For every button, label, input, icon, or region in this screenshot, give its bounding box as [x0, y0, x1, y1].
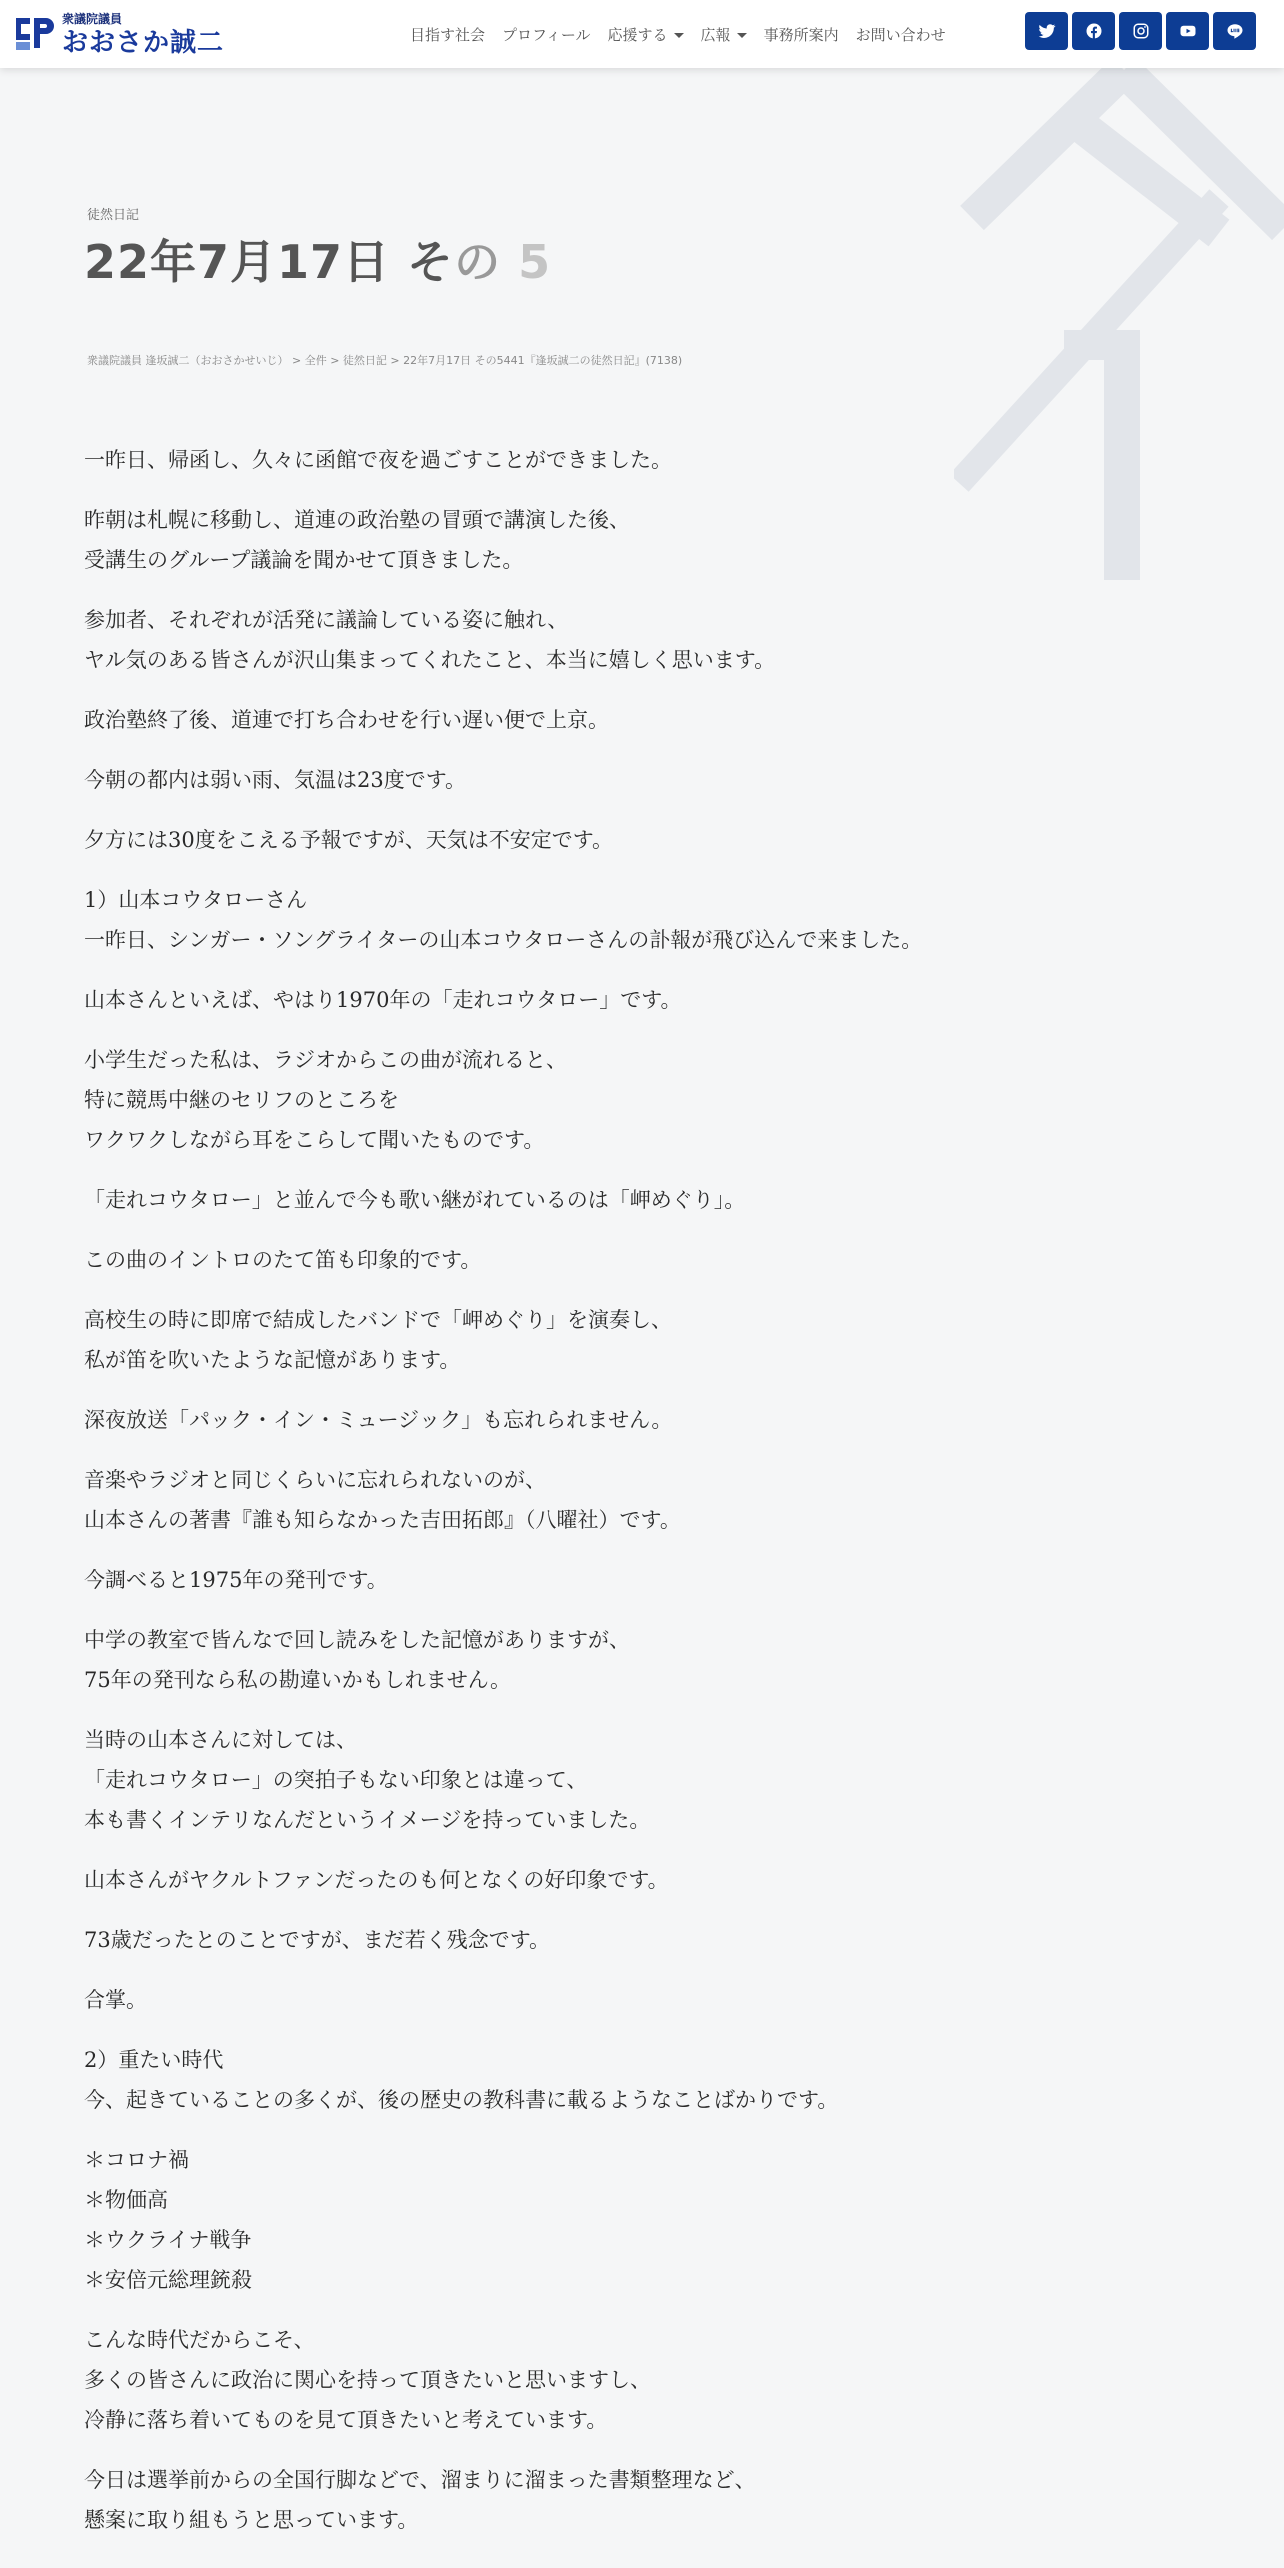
- article-body: [84, 440, 1084, 2560]
- nav-label: 目指す社会: [410, 25, 486, 44]
- site-logo[interactable]: [12, 4, 224, 64]
- paragraph-line: 今日は選挙前からの全国行脚などで、溜まりに溜まった書類整理など、: [84, 2468, 756, 2492]
- paragraph-line: 深夜放送「パック・イン・ミュージック」も忘れられません。: [84, 1408, 673, 1432]
- article-paragraph: [84, 1980, 1084, 2020]
- paragraph-line: ワクワクしながら耳をこらして聞いたものです。: [84, 1128, 545, 1152]
- paragraph-line: 中学の教室で皆んなで回し読みをした記憶がありますが、: [84, 1628, 630, 1652]
- nav-label: 広報: [700, 25, 731, 44]
- nav-label: お問い合わせ: [855, 25, 946, 44]
- paragraph-line: 受講生のグループ議論を聞かせて頂きました。: [84, 548, 524, 572]
- article-paragraph: [84, 1180, 1084, 1220]
- paragraph-line: この曲のイントロのたて笛も印象的です。: [84, 1248, 482, 1272]
- post-category[interactable]: 徒然日記: [87, 208, 140, 223]
- twitter-button[interactable]: [1025, 12, 1068, 50]
- paragraph-line: ＊コロナ禍: [84, 2148, 189, 2172]
- nav-item-contact[interactable]: [856, 24, 946, 45]
- paragraph-line: 山本さんの著書『誰も知らなかった吉田拓郎』（八曜社）です。: [84, 1508, 681, 1532]
- paragraph-line: 今朝の都内は弱い雨、気温は23度です。: [84, 768, 467, 792]
- paragraph-line: 今調べると1975年の発刊です。: [84, 1568, 388, 1592]
- paragraph-line: 2）重たい時代: [84, 2048, 224, 2072]
- nav-label: 事務所案内: [763, 25, 839, 44]
- paragraph-line: 1）山本コウタローさん: [84, 888, 308, 912]
- paragraph-line: 当時の山本さんに対しては、: [84, 1728, 357, 1752]
- paragraph-line: 高校生の時に即席で結成したバンドで「岬めぐり」を演奏し、: [84, 1308, 672, 1332]
- paragraph-line: ＊安倍元総理銃殺: [84, 2268, 252, 2292]
- instagram-icon: [1132, 22, 1150, 40]
- youtube-button[interactable]: [1166, 12, 1209, 50]
- paragraph-line: 政治塾終了後、道連で打ち合わせを行い遅い便で上京。: [84, 708, 609, 732]
- article-paragraph: [84, 500, 1084, 580]
- instagram-button[interactable]: [1119, 12, 1162, 50]
- article-paragraph: [84, 1400, 1084, 1440]
- paragraph-line: 「走れコウタロー」の突拍子もない印象とは違って、: [84, 1768, 588, 1792]
- facebook-icon: [1085, 22, 1103, 40]
- article-paragraph: [84, 1720, 1084, 1840]
- paragraph-line: 本も書くインテリなんだというイメージを持っていました。: [84, 1808, 651, 1832]
- article-paragraph: [84, 980, 1084, 1020]
- paragraph-line: こんな時代だからこそ、: [84, 2328, 315, 2352]
- article-paragraph: [84, 2140, 1084, 2300]
- nav-item-profile[interactable]: [502, 24, 591, 45]
- nav-label: プロフィール: [502, 25, 591, 44]
- article-paragraph: [84, 600, 1084, 680]
- article-paragraph: [84, 1460, 1084, 1540]
- chevron-down-icon: [737, 33, 747, 38]
- article-paragraph: [84, 1920, 1084, 1960]
- line-icon: [1226, 22, 1244, 40]
- nav-item-office[interactable]: [764, 24, 839, 45]
- nav-label: 応援する: [607, 25, 668, 44]
- facebook-button[interactable]: [1072, 12, 1115, 50]
- article-paragraph: [84, 1620, 1084, 1700]
- paragraph-line: 75年の発刊なら私の勘違いかもしれません。: [84, 1668, 511, 1692]
- article-paragraph: [84, 1240, 1084, 1280]
- paragraph-line: 懸案に取り組もうと思っています。: [84, 2508, 419, 2532]
- social-links: [1021, 12, 1256, 50]
- paragraph-line: 「走れコウタロー」と並んで今も歌い継がれているのは「岬めぐり」。: [84, 1188, 746, 1212]
- article-paragraph: [84, 1040, 1084, 1160]
- article-paragraph: [84, 2320, 1084, 2440]
- article-paragraph: [84, 880, 1084, 960]
- title-text-fade: 5: [518, 235, 552, 289]
- paragraph-line: 小学生だった私は、ラジオからこの曲が流れると、: [84, 1048, 567, 1072]
- logo-subtitle: 衆議院議員: [62, 12, 123, 26]
- nav-item-pr[interactable]: [701, 24, 747, 45]
- paragraph-line: 山本さんがヤクルトファンだったのも何となくの好印象です。: [84, 1868, 669, 1892]
- paragraph-line: 特に競馬中継のセリフのところを: [84, 1088, 399, 1112]
- page-title: [84, 226, 551, 292]
- nav-item-vision[interactable]: [410, 24, 485, 45]
- paragraph-line: 参加者、それぞれが活発に議論している姿に触れ、: [84, 608, 569, 632]
- paragraph-line: ヤル気のある皆さんが沢山集まってくれたこと、本当に嬉しく思います。: [84, 648, 776, 672]
- article-paragraph: [84, 2040, 1084, 2120]
- paragraph-line: 山本さんといえば、やはり1970年の「走れコウタロー」です。: [84, 988, 682, 1012]
- title-text: 22年7月17日 そ: [84, 235, 455, 289]
- article-paragraph: [84, 1300, 1084, 1380]
- paragraph-line: ＊物価高: [84, 2188, 168, 2212]
- paragraph-line: 一昨日、帰函し、久々に函館で夜を過ごすことができました。: [84, 448, 672, 472]
- cdp-logo-icon: [12, 12, 56, 56]
- paragraph-line: ＊ウクライナ戦争: [84, 2228, 252, 2252]
- logo-name: おおさか誠二: [62, 27, 225, 57]
- paragraph-line: 73歳だったとのことですが、まだ若く残念です。: [84, 1928, 551, 1952]
- paragraph-line: 夕方には30度をこえる予報ですが、天気は不安定です。: [84, 828, 614, 852]
- main-nav: [410, 0, 963, 68]
- twitter-icon: [1038, 22, 1056, 40]
- article-paragraph: [84, 2460, 1084, 2540]
- article-paragraph: [84, 1560, 1084, 1600]
- article-paragraph: [84, 820, 1084, 860]
- paragraph-line: 音楽やラジオと同じくらいに忘れられないのが、: [84, 1468, 546, 1492]
- youtube-icon: [1179, 22, 1197, 40]
- title-text-fade: の: [454, 235, 502, 289]
- paragraph-line: 一昨日、シンガー・ソングライターの山本コウタローさんの訃報が飛び込んで来ました。: [84, 928, 923, 952]
- article-paragraph: [84, 440, 1084, 480]
- breadcrumb[interactable]: 衆議院議員 逢坂誠二（おおさかせいじ） > 全件 > 徒然日記 > 22年7月17日 その5441『逢坂誠二の徒然日記』(7138): [87, 354, 683, 367]
- site-header: [0, 0, 1284, 68]
- paragraph-line: 今、起きていることの多くが、後の歴史の教科書に載るようなことばかりです。: [84, 2088, 839, 2112]
- line-button[interactable]: [1213, 12, 1256, 50]
- paragraph-line: 合掌。: [84, 1988, 147, 2012]
- chevron-down-icon: [674, 33, 684, 38]
- article-paragraph: [84, 700, 1084, 740]
- paragraph-line: 昨朝は札幌に移動し、道連の政治塾の冒頭で講演した後、: [84, 508, 630, 532]
- nav-item-support[interactable]: [608, 24, 684, 45]
- article-paragraph: [84, 760, 1084, 800]
- paragraph-line: 冷静に落ち着いてものを見て頂きたいと考えています。: [84, 2408, 608, 2432]
- paragraph-line: 多くの皆さんに政治に関心を持って頂きたいと思いますし、: [84, 2368, 651, 2392]
- paragraph-line: 私が笛を吹いたような記憶があります。: [84, 1348, 461, 1372]
- article-paragraph: [84, 1860, 1084, 1900]
